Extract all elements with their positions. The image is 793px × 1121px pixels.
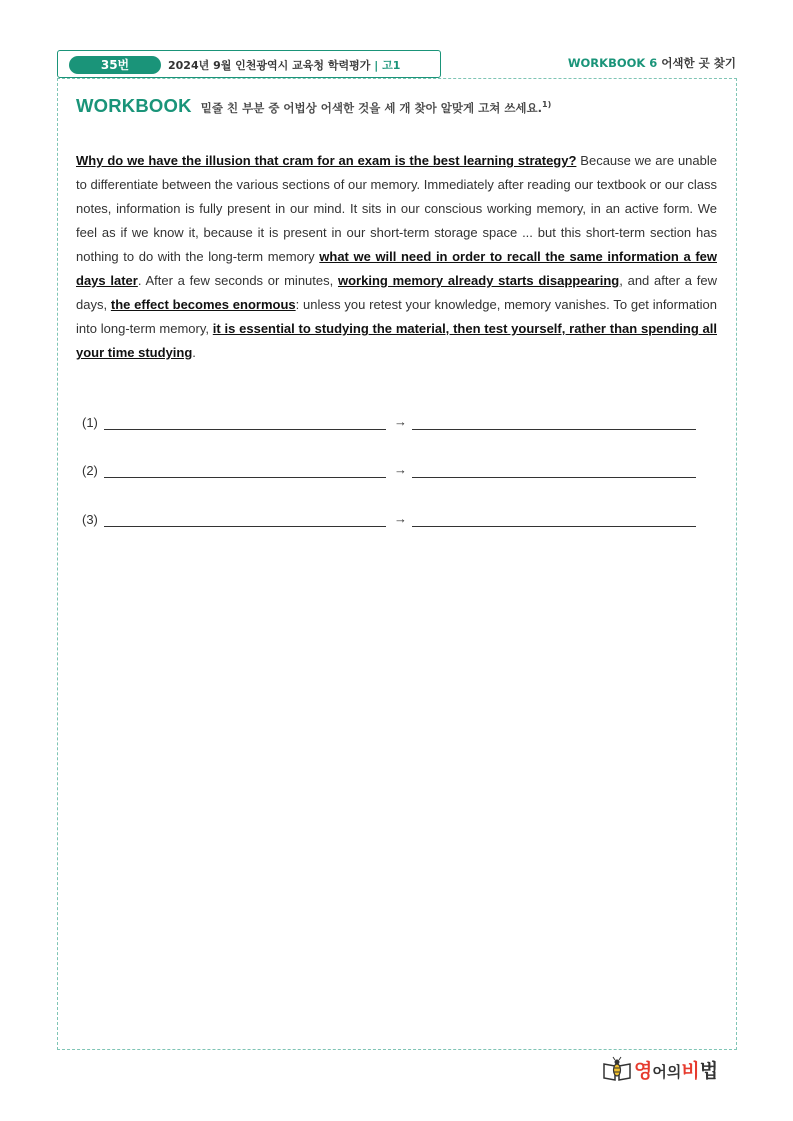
answer-row-1 xyxy=(82,415,702,435)
arrow-icon: → xyxy=(394,511,407,526)
answer-label: (1) xyxy=(82,415,98,430)
answer-label: (2) xyxy=(82,463,98,478)
workbook-number: WORKBOOK 6 xyxy=(567,56,658,70)
header-separator: | xyxy=(374,59,379,72)
passage-text-4: : unless you retest your knowledge, memory vanishes. To get information into long-term memory, xyxy=(76,297,718,336)
bee-book-icon xyxy=(602,1056,632,1082)
question-number-badge: 35번 xyxy=(69,56,161,74)
passage xyxy=(76,149,717,365)
answer-row-3 xyxy=(82,512,702,532)
exam-title xyxy=(168,58,400,74)
passage-text-5: . xyxy=(192,345,196,360)
passage-text-1: Because we are unable to differentiate between the various sections of our memory. Immediately after reading our textbook or our class notes, information is fully present in our mind. It sits in our conscious working memory, in an active form. We feel as if we know it, because it is present in our short-term storage space ... but this short-term section has nothing to do with the long-term memory xyxy=(76,153,717,264)
brand-logo xyxy=(602,1056,717,1082)
logo-part-1: 영 xyxy=(634,1060,653,1082)
workbook-header xyxy=(568,55,736,71)
footnote-marker: 1) xyxy=(542,100,552,110)
underlined-phrase-1: Why do we have the illusion that cram for an exam is the best learning strategy? xyxy=(76,153,577,168)
answer-blank-correct[interactable] xyxy=(412,477,696,478)
underlined-phrase-4: the effect becomes enormous xyxy=(110,297,296,312)
exam-title-text: 2024년 9월 인천광역시 교육청 학력평가 xyxy=(168,59,371,72)
arrow-icon: → xyxy=(394,414,407,429)
instruction-text xyxy=(201,101,551,115)
passage-text-2: . After a few seconds or minutes, xyxy=(137,273,338,288)
logo-part-3: 비 xyxy=(681,1060,700,1082)
arrow-icon: → xyxy=(394,462,407,477)
underlined-phrase-2: what we will need in order to recall the same information a few days later xyxy=(76,249,717,288)
answer-blank-wrong[interactable] xyxy=(104,526,386,527)
answer-blank-correct[interactable] xyxy=(412,429,696,430)
workbook-title xyxy=(76,95,551,117)
workbook-title-label: WORKBOOK xyxy=(76,95,192,116)
grade-label: 고1 xyxy=(382,59,401,72)
answer-blank-correct[interactable] xyxy=(412,526,696,527)
answer-blank-wrong[interactable] xyxy=(104,477,386,478)
brand-logo-text xyxy=(634,1056,718,1083)
answer-label: (3) xyxy=(82,512,98,527)
underlined-phrase-5: it is essential to studying the material, then test yourself, rather than spending all your time studying xyxy=(76,321,717,360)
passage-text-3: , and after a few days, xyxy=(76,273,717,312)
answer-row-2 xyxy=(82,463,702,483)
instruction-body: 밑줄 친 부분 중 어법상 어색한 것을 세 개 찾아 알맞게 고쳐 쓰세요. xyxy=(200,101,543,115)
workbook-topic: 어색한 곳 찾기 xyxy=(661,56,736,70)
underlined-phrase-3: working memory already starts disappearing xyxy=(337,273,620,288)
logo-part-4: 법 xyxy=(699,1060,719,1082)
answer-blank-wrong[interactable] xyxy=(104,429,386,430)
logo-part-2: 어의 xyxy=(652,1063,682,1081)
